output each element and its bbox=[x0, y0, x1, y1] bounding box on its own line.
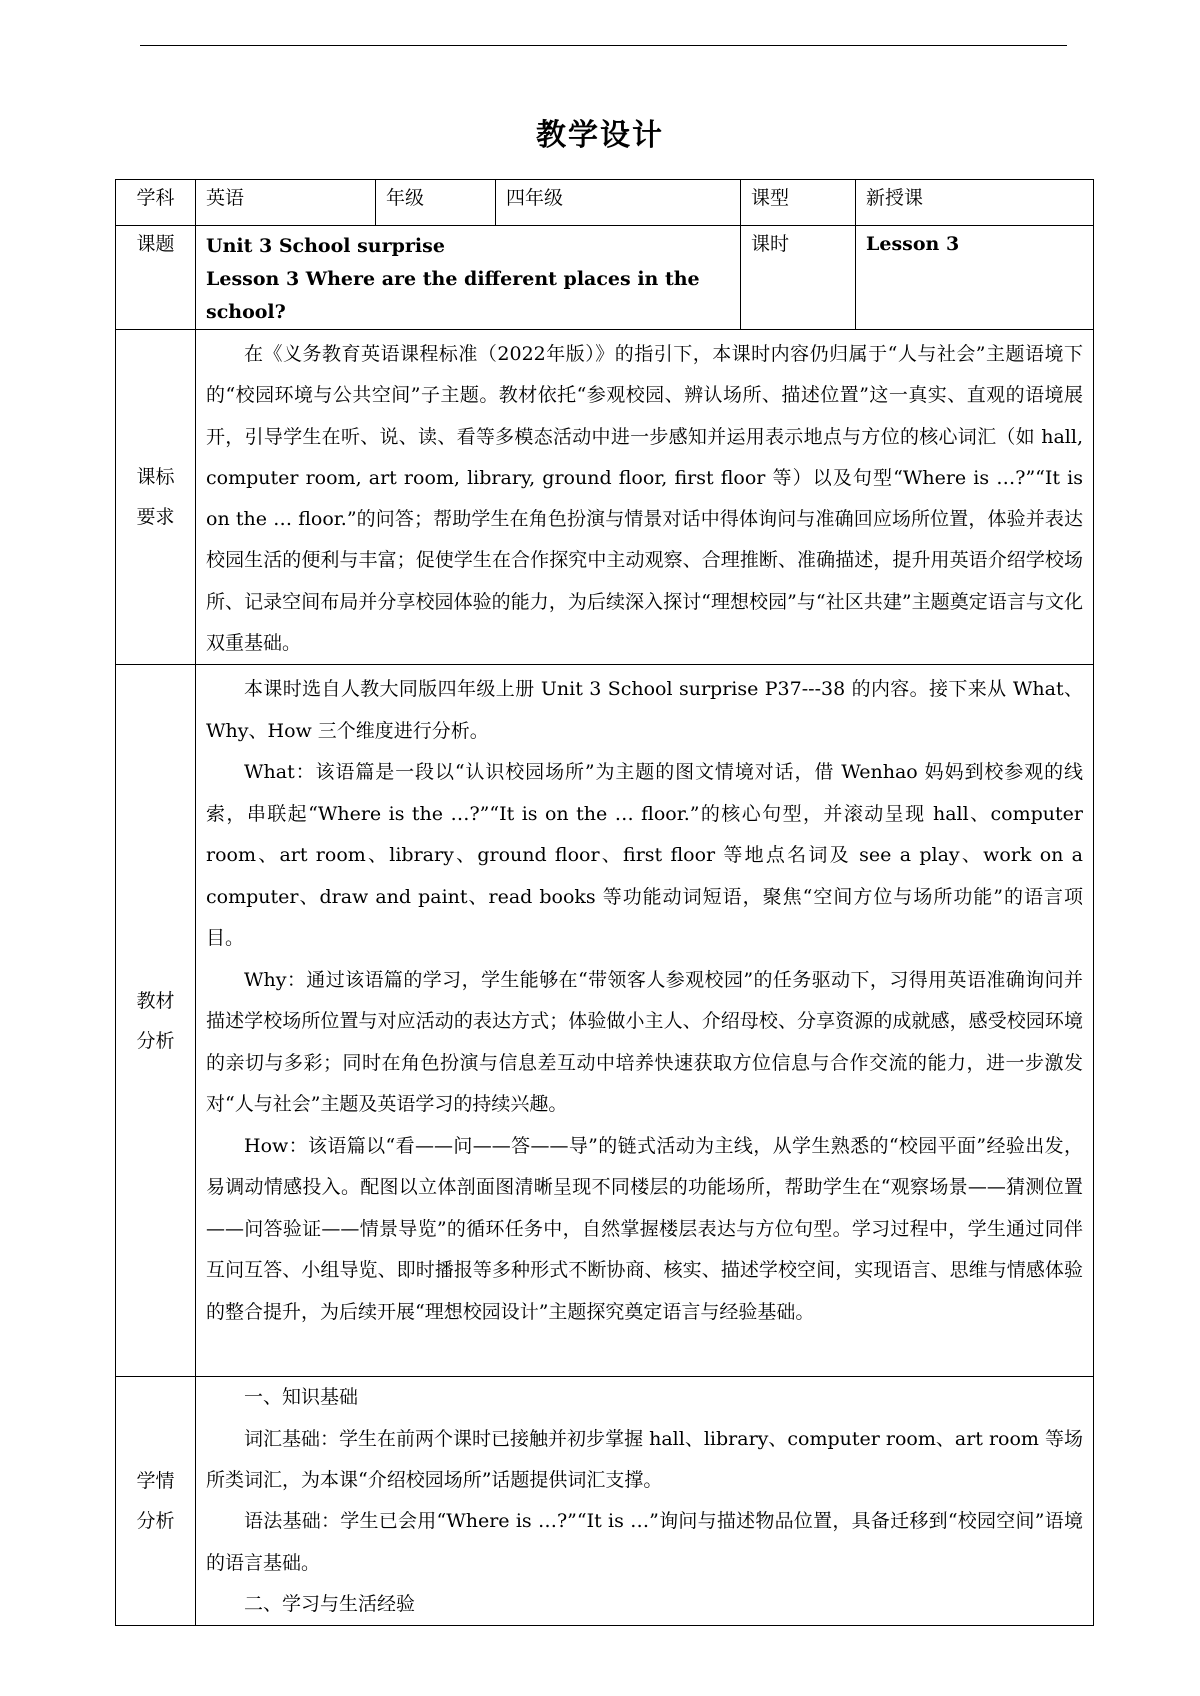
learners-heading-knowledge: 一、知识基础 bbox=[244, 1386, 359, 1409]
topic-label: 课题 bbox=[116, 226, 196, 330]
standards-row bbox=[116, 330, 1094, 665]
subject-label: 学科 bbox=[116, 180, 196, 226]
material-row bbox=[116, 665, 1094, 1377]
period-label: 课时 bbox=[741, 226, 856, 330]
period-value: Lesson 3 bbox=[856, 226, 1094, 330]
topic-value bbox=[196, 226, 741, 330]
material-label bbox=[116, 665, 196, 1377]
standards-paragraph: 在《义务教育英语课程标准（2022年版）》的指引下，本课时内容仍归属于“人与社会”主题语境下的“校园环境与公共空间”子主题。教材依托“参观校园、辨认场所、描述位置”这一真实、直观的语境展开，引导学生在听、说、读、看等多模态活动中进一步感知并运用表示地点与方位的核心词汇（如 hall, computer room, art room, library, ground floor, first floor 等）以及句型“Where is …?”“It is on the … floor.”的问答；帮助学生在角色扮演与情景对话中得体询问与准确回应场所位置，体验并表达校园生活的便利与丰富；促使学生在合作探究中主动观察、合理推断、准确描述，提升用英语介绍学校场所、记录空间布局并分享校园体验的能力，为后续深入探讨“理想校园”与“社区共建”主题奠定语言与文化双重基础。 bbox=[206, 343, 1083, 655]
learners-content bbox=[196, 1377, 1094, 1626]
page-title: 教学设计 bbox=[536, 118, 664, 153]
header-rule bbox=[140, 45, 1067, 46]
learners-label-line-1: 学情 bbox=[136, 1470, 175, 1493]
standards-label-line-2: 要求 bbox=[136, 506, 175, 529]
learners-row bbox=[116, 1377, 1094, 1626]
topic-line-2: Lesson 3 Where are the different places in the school? bbox=[206, 268, 700, 323]
grade-label: 年级 bbox=[376, 180, 496, 226]
material-content bbox=[196, 665, 1094, 1377]
standards-label bbox=[116, 330, 196, 665]
topic-row bbox=[116, 226, 1094, 330]
material-label-line-1: 教材 bbox=[136, 989, 175, 1012]
learners-heading-experience: 二、学习与生活经验 bbox=[244, 1592, 416, 1615]
learners-label bbox=[116, 1377, 196, 1626]
lesson-plan-table bbox=[115, 179, 1094, 1626]
info-row bbox=[116, 180, 1094, 226]
material-paragraph-how: How：该语篇以“看——问——答——导”的链式活动为主线，从学生熟悉的“校园平面”经验出发，易调动情感投入。配图以立体剖面图清晰呈现不同楼层的功能场所，帮助学生在“观察场景——猜测位置——问答验证——情景导览”的循环任务中，自然掌握楼层表达与方位句型。学习过程中，学生通过同伴互问互答、小组导览、即时播报等多种形式不断协商、核实、描述学校空间，实现语言、思维与情感体验的整合提升，为后续开展“理想校园设计”主题探究奠定语言与经验基础。 bbox=[206, 1134, 1083, 1323]
lesson-type-value: 新授课 bbox=[856, 180, 1094, 226]
topic-line-1: Unit 3 School surprise bbox=[206, 235, 445, 257]
lesson-type-label: 课型 bbox=[741, 180, 856, 226]
material-paragraph-why: Why：通过该语篇的学习，学生能够在“带领客人参观校园”的任务驱动下，习得用英语准确询问并描述学校场所位置与对应活动的表达方式；体验做小主人、介绍母校、分享资源的成就感，感受校园环境的亲切与多彩；同时在角色扮演与信息差互动中培养快速获取方位信息与合作交流的能力，进一步激发对“人与社会”主题及英语学习的持续兴趣。 bbox=[206, 968, 1083, 1116]
learners-paragraph-vocab: 词汇基础：学生在前两个课时已接触并初步掌握 hall、library、computer room、art room 等场所类词汇，为本课“介绍校园场所”话题提供词汇支撑。 bbox=[206, 1427, 1083, 1491]
grade-value: 四年级 bbox=[496, 180, 741, 226]
learners-paragraph-grammar: 语法基础：学生已会用“Where is …?”“It is …”询问与描述物品位置，具备迁移到“校园空间”语境的语言基础。 bbox=[206, 1510, 1083, 1574]
learners-label-line-2: 分析 bbox=[136, 1510, 175, 1533]
subject-value: 英语 bbox=[196, 180, 376, 226]
material-paragraph-intro: 本课时选自人教大同版四年级上册 Unit 3 School surprise P37---38 的内容。接下来从 What、Why、How 三个维度进行分析。 bbox=[206, 678, 1083, 742]
standards-label-line-1: 课标 bbox=[136, 466, 175, 489]
standards-content bbox=[196, 330, 1094, 665]
material-label-line-2: 分析 bbox=[136, 1029, 175, 1052]
material-paragraph-what: What：该语篇是一段以“认识校园场所”为主题的图文情境对话，借 Wenhao 妈妈到校参观的线索，串联起“Where is the …?”“It is on the … floor.”的核心句型，并滚动呈现 hall、computer room、art room、library、ground floor、first floor 等地点名词及 see a play、work on a computer、draw and paint、read books 等功能动词短语，聚焦“空间方位与场所功能”的语言项目。 bbox=[206, 761, 1083, 950]
